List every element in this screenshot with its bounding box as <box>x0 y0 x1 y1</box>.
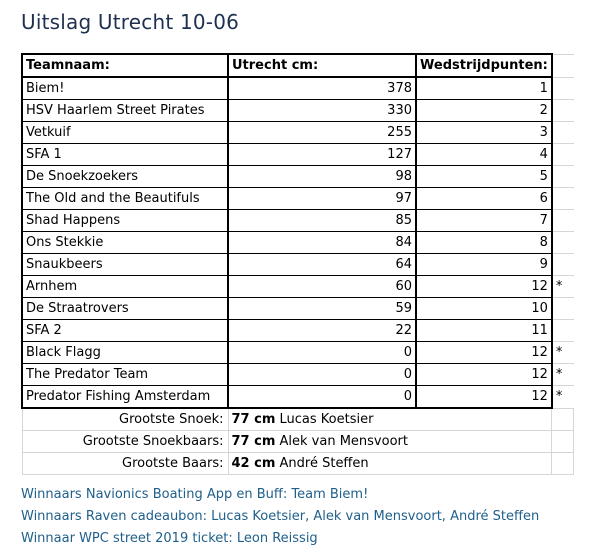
team-name-cell: The Old and the Beautifuls <box>22 188 228 210</box>
team-name-cell: Biem! <box>22 77 228 100</box>
record-label: Grootste Baars: <box>22 453 228 475</box>
record-label: Grootste Snoekbaars: <box>22 431 228 453</box>
header-mark-cell <box>552 54 574 77</box>
record-value-cell <box>228 453 552 475</box>
asterisk-mark-cell: * <box>552 386 574 409</box>
wedstrijdpunten-cell: 12 <box>416 342 552 364</box>
asterisk-mark-cell <box>552 166 574 188</box>
record-size: 77 cm <box>231 412 276 427</box>
utrecht-cm-cell: 97 <box>228 188 416 210</box>
utrecht-cm-cell: 330 <box>228 100 416 122</box>
asterisk-mark-cell: * <box>552 364 574 386</box>
team-name-cell: The Predator Team <box>22 364 228 386</box>
record-empty-cell <box>552 453 574 475</box>
record-size: 77 cm <box>231 434 276 449</box>
utrecht-cm-cell: 60 <box>228 276 416 298</box>
winner-line-raven: Winnaars Raven cadeaubon: Lucas Koetsier, Alek van Mensvoort, André Steffen <box>21 509 540 524</box>
table-row <box>22 77 574 100</box>
results-table <box>21 53 574 475</box>
table-header-row <box>22 54 574 77</box>
table-row <box>22 188 574 210</box>
table-row <box>22 298 574 320</box>
winners-list <box>21 484 539 550</box>
team-name-cell: Vetkuif <box>22 122 228 144</box>
utrecht-cm-cell: 59 <box>228 298 416 320</box>
team-name-cell: SFA 2 <box>22 320 228 342</box>
team-name-cell: HSV Haarlem Street Pirates <box>22 100 228 122</box>
team-name-cell: De Snoekzoekers <box>22 166 228 188</box>
asterisk-mark-cell <box>552 320 574 342</box>
asterisk-mark-cell <box>552 232 574 254</box>
record-angler-name: Lucas Koetsier <box>279 412 374 427</box>
record-row <box>22 408 574 431</box>
asterisk-mark-cell: * <box>552 342 574 364</box>
header-teamnaam: Teamnaam: <box>22 54 228 77</box>
wedstrijdpunten-cell: 1 <box>416 77 552 100</box>
asterisk-mark-cell <box>552 144 574 166</box>
header-utrecht-cm: Utrecht cm: <box>228 54 416 77</box>
table-row <box>22 254 574 276</box>
asterisk-mark-cell <box>552 188 574 210</box>
record-empty-cell <box>552 431 574 453</box>
table-row <box>22 386 574 409</box>
record-label: Grootste Snoek: <box>22 408 228 431</box>
record-row <box>22 431 574 453</box>
record-empty-cell <box>552 408 574 431</box>
asterisk-mark-cell <box>552 122 574 144</box>
team-name-cell: Predator Fishing Amsterdam <box>22 386 228 409</box>
winner-line-wpc: Winnaar WPC street 2019 ticket: Leon Reissig <box>21 531 318 546</box>
table-row <box>22 232 574 254</box>
record-angler-name: André Steffen <box>279 456 369 471</box>
table-row <box>22 364 574 386</box>
table-row <box>22 166 574 188</box>
asterisk-mark-cell <box>552 77 574 100</box>
header-wedstrijdpunten: Wedstrijdpunten: <box>416 54 552 77</box>
utrecht-cm-cell: 0 <box>228 386 416 409</box>
team-name-cell: Snaukbeers <box>22 254 228 276</box>
wedstrijdpunten-cell: 10 <box>416 298 552 320</box>
utrecht-cm-cell: 84 <box>228 232 416 254</box>
wedstrijdpunten-cell: 2 <box>416 100 552 122</box>
wedstrijdpunten-cell: 3 <box>416 122 552 144</box>
wedstrijdpunten-cell: 12 <box>416 364 552 386</box>
record-value-cell <box>228 408 552 431</box>
wedstrijdpunten-cell: 5 <box>416 166 552 188</box>
table-row <box>22 342 574 364</box>
utrecht-cm-cell: 378 <box>228 77 416 100</box>
table-row <box>22 100 574 122</box>
team-name-cell: Ons Stekkie <box>22 232 228 254</box>
utrecht-cm-cell: 85 <box>228 210 416 232</box>
utrecht-cm-cell: 22 <box>228 320 416 342</box>
utrecht-cm-cell: 0 <box>228 342 416 364</box>
team-name-cell: Black Flagg <box>22 342 228 364</box>
team-name-cell: SFA 1 <box>22 144 228 166</box>
asterisk-mark-cell: * <box>552 276 574 298</box>
utrecht-cm-cell: 0 <box>228 364 416 386</box>
wedstrijdpunten-cell: 12 <box>416 386 552 409</box>
record-row <box>22 453 574 475</box>
wedstrijdpunten-cell: 9 <box>416 254 552 276</box>
wedstrijdpunten-cell: 12 <box>416 276 552 298</box>
table-row <box>22 276 574 298</box>
utrecht-cm-cell: 64 <box>228 254 416 276</box>
asterisk-mark-cell <box>552 254 574 276</box>
team-name-cell: Arnhem <box>22 276 228 298</box>
asterisk-mark-cell <box>552 210 574 232</box>
asterisk-mark-cell <box>552 100 574 122</box>
wedstrijdpunten-cell: 11 <box>416 320 552 342</box>
utrecht-cm-cell: 127 <box>228 144 416 166</box>
table-row <box>22 144 574 166</box>
team-name-cell: Shad Happens <box>22 210 228 232</box>
wedstrijdpunten-cell: 4 <box>416 144 552 166</box>
record-angler-name: Alek van Mensvoort <box>279 434 408 449</box>
winner-line-navionics: Winnaars Navionics Boating App en Buff: Team Biem! <box>21 487 369 502</box>
table-row <box>22 210 574 232</box>
record-size: 42 cm <box>231 456 276 471</box>
wedstrijdpunten-cell: 6 <box>416 188 552 210</box>
table-row <box>22 320 574 342</box>
utrecht-cm-cell: 255 <box>228 122 416 144</box>
team-name-cell: De Straatrovers <box>22 298 228 320</box>
table-row <box>22 122 574 144</box>
asterisk-mark-cell <box>552 298 574 320</box>
record-value-cell <box>228 431 552 453</box>
page-title: Uitslag Utrecht 10-06 <box>21 10 240 34</box>
wedstrijdpunten-cell: 8 <box>416 232 552 254</box>
wedstrijdpunten-cell: 7 <box>416 210 552 232</box>
utrecht-cm-cell: 98 <box>228 166 416 188</box>
